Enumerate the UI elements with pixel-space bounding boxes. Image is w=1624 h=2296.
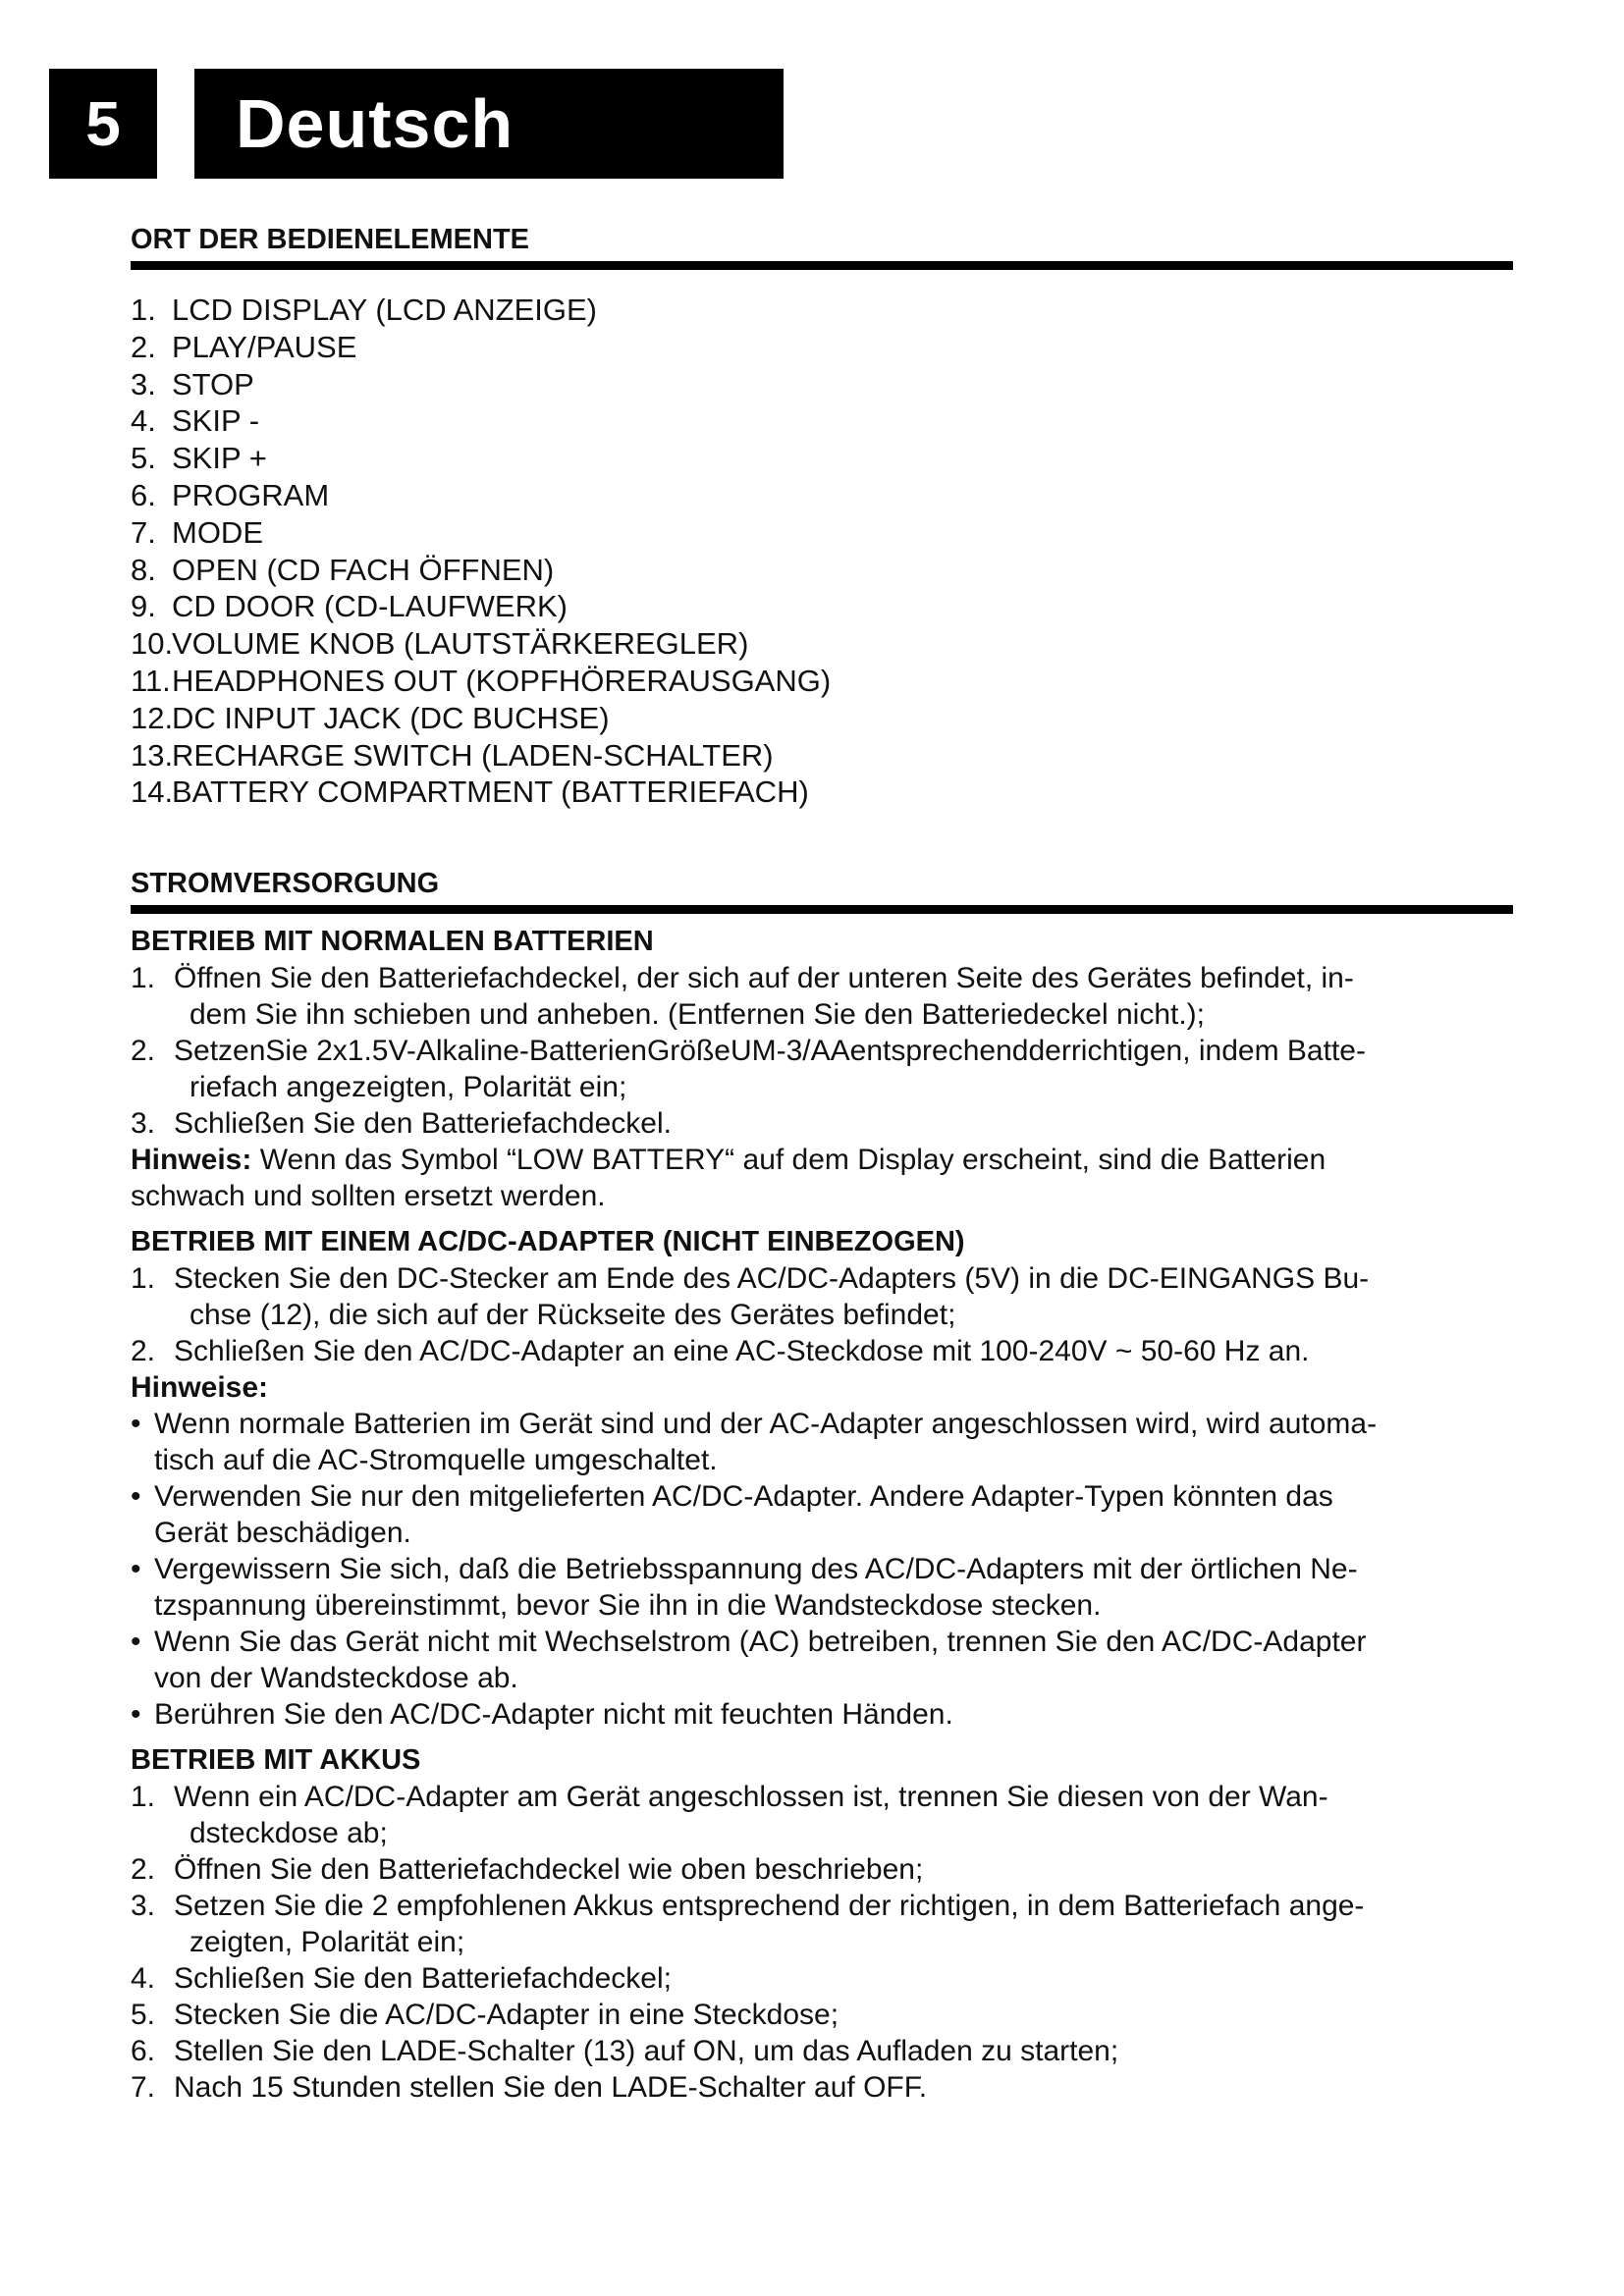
list-item [131, 552, 1513, 589]
list-item [131, 700, 1513, 737]
adapter-notes-label: Hinweise: [131, 1371, 269, 1405]
bullet-item [131, 1551, 1513, 1624]
list-item [131, 1333, 1513, 1369]
item-text: Stecken Sie den DC-Stecker am Ende des AC/DC-Adapters (5V) in die DC-EINGANGS Bu- [174, 1262, 1370, 1296]
section-rule [131, 905, 1513, 914]
list-item [131, 366, 1513, 403]
item-text-cont: dsteckdose ab; [189, 1817, 388, 1850]
item-number: 10. [131, 626, 174, 662]
list-item [131, 1779, 1513, 1851]
item-number: 4. [131, 403, 156, 439]
item-number: 4. [131, 1962, 156, 1996]
list-item [131, 1960, 1513, 1997]
list-item [131, 1260, 1513, 1333]
item-text: SetzenSie 2x1.5V-Alkaline-BatterienGrößeUM-3/AAentsprechendderrichtigen, indem Batte- [174, 1035, 1366, 1068]
bullet-text-cont: von der Wandsteckdose ab. [154, 1662, 518, 1695]
item-number: 3. [131, 1107, 156, 1141]
list-item [131, 625, 1513, 663]
item-text: MODE [172, 514, 263, 550]
item-number: 6. [131, 2035, 156, 2068]
item-number: 6. [131, 477, 156, 512]
item-number: 1. [131, 1262, 156, 1296]
list-item [131, 663, 1513, 700]
bullet-item [131, 1406, 1513, 1478]
item-number: 1. [131, 962, 156, 995]
item-text: Schließen Sie den Batteriefachdeckel. [174, 1107, 672, 1141]
list-item [131, 514, 1513, 552]
item-number: 3. [131, 366, 156, 401]
bullet-text: Berühren Sie den AC/DC-Adapter nicht mit feuchten Händen. [154, 1698, 953, 1732]
bullet-text: Verwenden Sie nur den mitgelieferten AC/DC-Adapter. Andere Adapter-Typen könnten das [154, 1480, 1333, 1514]
list-item [131, 1997, 1513, 2033]
list-item [131, 2033, 1513, 2069]
item-text: Setzen Sie die 2 empfohlenen Akkus entsprechend der richtigen, in dem Batteriefach ange- [174, 1890, 1365, 1923]
controls-section-title: ORT DER BEDIENELEMENTE [131, 224, 530, 255]
bullet-text: Wenn normale Batterien im Gerät sind und der AC-Adapter angeschlossen wird, wird automa- [154, 1408, 1378, 1441]
rechargeable-subtitle: BETRIEB MIT AKKUS [131, 1744, 421, 1777]
bullet-text-cont: tisch auf die AC-Stromquelle umgeschaltet. [154, 1444, 718, 1477]
item-text: LCD DISPLAY (LCD ANZEIGE) [172, 293, 597, 327]
list-item [131, 1851, 1513, 1888]
bullet-icon: • [131, 1553, 141, 1586]
item-text: Stellen Sie den LADE-Schalter (13) auf ON, um das Aufladen zu starten; [174, 2035, 1119, 2068]
item-number: 2. [131, 1035, 156, 1068]
item-text: Öffnen Sie den Batteriefachdeckel wie oben beschrieben; [174, 1853, 924, 1887]
bullet-icon: • [131, 1626, 141, 1659]
item-text: RECHARGE SWITCH (LADEN-SCHALTER) [172, 737, 774, 773]
batteries-subtitle: BETRIEB MIT NORMALEN BATTERIEN [131, 926, 654, 958]
item-number: 5. [131, 1999, 156, 2032]
item-text: HEADPHONES OUT (KOPFHÖRERAUSGANG) [172, 663, 832, 698]
item-text: PLAY/PAUSE [172, 329, 357, 364]
list-item [131, 960, 1513, 1033]
language-title: Deutsch [194, 69, 784, 179]
list-item [131, 737, 1513, 774]
item-number: 2. [131, 1853, 156, 1887]
list-item [131, 329, 1513, 366]
item-text: PROGRAM [172, 477, 330, 512]
item-number: 3. [131, 1890, 156, 1923]
adapter-subtitle: BETRIEB MIT EINEM AC/DC-ADAPTER (NICHT EINBEZOGEN) [131, 1226, 965, 1258]
item-number: 1. [131, 1781, 156, 1814]
item-number: 5. [131, 441, 156, 476]
item-text: Nach 15 Stunden stellen Sie den LADE-Schalter auf OFF. [174, 2071, 928, 2105]
note-text: Wenn das Symbol “LOW BATTERY“ auf dem Display erscheint, sind die Batterien [259, 1144, 1326, 1177]
item-number: 7. [131, 2071, 156, 2105]
item-text-cont: riefach angezeigten, Polarität ein; [189, 1071, 627, 1104]
item-text: Stecken Sie die AC/DC-Adapter in eine Steckdose; [174, 1999, 839, 2032]
power-section-title: STROMVERSORGUNG [131, 868, 440, 900]
list-item [131, 1033, 1513, 1105]
battery-note [131, 1142, 1513, 1214]
section-rule [131, 261, 1513, 270]
item-text: VOLUME KNOB (LAUTSTÄRKEREGLER) [172, 626, 749, 662]
item-text: OPEN (CD FACH ÖFFNEN) [172, 552, 555, 587]
item-text: BATTERY COMPARTMENT (BATTERIEFACH) [172, 774, 809, 810]
item-number: 11. [131, 663, 171, 698]
list-item [131, 292, 1513, 329]
bullet-icon: • [131, 1698, 141, 1732]
list-item [131, 402, 1513, 440]
item-text: STOP [172, 366, 254, 401]
item-text-cont: chse (12), die sich auf der Rückseite des Gerätes befindet; [189, 1299, 956, 1332]
item-number: 8. [131, 552, 156, 587]
bullet-text: Vergewissern Sie sich, daß die Betriebsspannung des AC/DC-Adapters mit der örtlichen Ne- [154, 1553, 1358, 1586]
list-item [131, 440, 1513, 477]
bullet-item [131, 1624, 1513, 1696]
controls-list [131, 292, 1513, 811]
note-label: Hinweis: [131, 1144, 252, 1177]
item-text: SKIP + [172, 441, 267, 476]
bullet-text-cont: tzspannung übereinstimmt, bevor Sie ihn in die Wandsteckdose stecken. [154, 1589, 1102, 1623]
bullet-icon: • [131, 1408, 141, 1441]
page-content [131, 222, 1513, 2106]
list-item [131, 774, 1513, 811]
list-item [131, 1105, 1513, 1142]
bullet-icon: • [131, 1480, 141, 1514]
item-number: 2. [131, 1335, 156, 1368]
list-item [131, 588, 1513, 625]
item-number: 7. [131, 514, 156, 550]
list-item [131, 2069, 1513, 2106]
list-item [131, 1888, 1513, 1960]
note-text-cont: schwach und sollten ersetzt werden. [131, 1180, 606, 1213]
item-text: Schließen Sie den AC/DC-Adapter an eine AC-Steckdose mit 100-240V ~ 50-60 Hz an. [174, 1335, 1310, 1368]
item-number: 2. [131, 329, 156, 364]
item-number: 1. [131, 293, 156, 327]
bullet-text-cont: Gerät beschädigen. [154, 1517, 411, 1550]
item-text: SKIP - [172, 403, 260, 439]
item-text-cont: zeigten, Polarität ein; [189, 1926, 465, 1959]
item-text: DC INPUT JACK (DC BUCHSE) [172, 700, 610, 735]
item-text: CD DOOR (CD-LAUFWERK) [172, 589, 568, 624]
item-text: Schließen Sie den Batteriefachdeckel; [174, 1962, 672, 1996]
item-text: Öffnen Sie den Batteriefachdeckel, der sich auf der unteren Seite des Gerätes befindet, in- [174, 962, 1354, 995]
item-number: 14. [131, 774, 174, 810]
bullet-text: Wenn Sie das Gerät nicht mit Wechselstrom (AC) betreiben, trennen Sie den AC/DC-Adapter [154, 1626, 1367, 1659]
item-number: 13. [131, 737, 174, 773]
page-number: 5 [49, 69, 157, 179]
item-number: 12. [131, 700, 174, 735]
bullet-item [131, 1478, 1513, 1551]
list-item [131, 477, 1513, 514]
item-text: Wenn ein AC/DC-Adapter am Gerät angeschlossen ist, trennen Sie diesen von der Wan- [174, 1781, 1328, 1814]
bullet-item [131, 1696, 1513, 1733]
item-number: 9. [131, 589, 156, 624]
item-text-cont: dem Sie ihn schieben und anheben. (Entfernen Sie den Batteriedeckel nicht.); [189, 998, 1206, 1032]
